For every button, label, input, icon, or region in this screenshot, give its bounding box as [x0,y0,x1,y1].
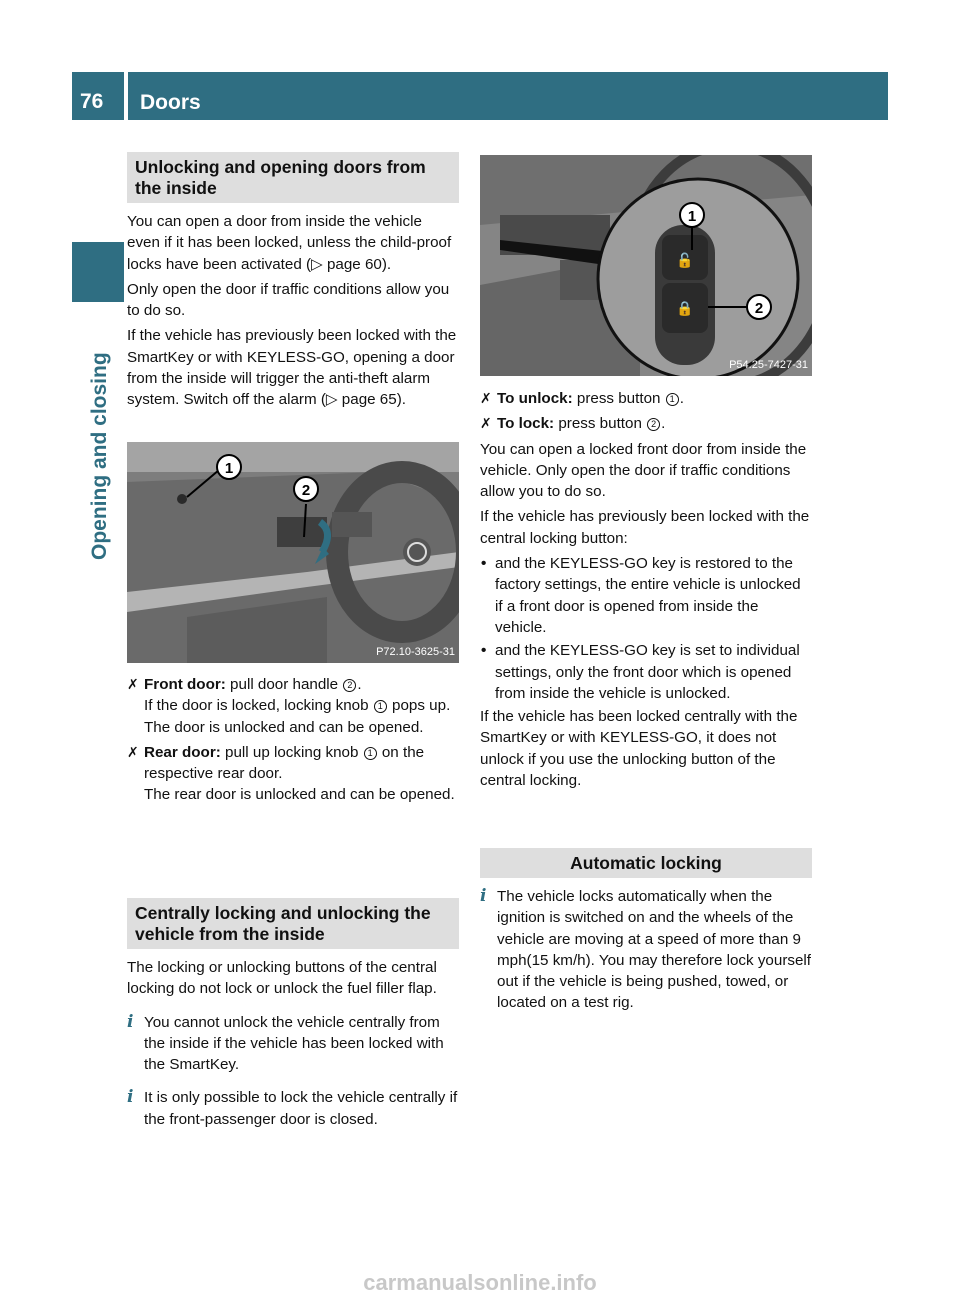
info-icon: i [127,1011,134,1032]
bullet-icon: • [481,642,487,660]
door-panel-photo [127,442,459,663]
chapter-tab-marker [72,242,124,302]
heading-central-locking: Centrally locking and unlocking the vehicle from the inside [127,898,459,949]
svg-text:🔒: 🔒 [676,301,694,317]
paragraph: You can open a door from inside the vehicle even if it has been locked, unless the child-proof locks have been activated (▷ page 60). [127,213,452,273]
info-icon: i [127,1087,134,1108]
left-column [127,152,459,415]
paragraph: If the vehicle has been locked centrally with the SmartKey or with KEYLESS-GO, it does not unlock if you use the unlocking button of the central locking. [480,708,798,790]
section-title: Doors [128,72,888,120]
info-note: i You cannot unlock the vehicle centrally from the inside if the vehicle has been locked with the SmartKey. [127,1011,444,1074]
lock-buttons-photo [480,155,812,376]
image-code: P72.10-3625-31 [376,646,455,658]
info-icon: i [480,886,487,906]
paragraph: Only open the door if traffic conditions allow you to do so. [127,280,450,320]
heading-automatic-locking: Automatic locking [480,848,812,878]
step-marker-icon: ✗ [127,743,139,760]
instruction-lock: ✗ To lock: press button 2 . [480,413,812,434]
heading-unlocking-from-inside: Unlocking and opening doors from the inside [127,152,459,203]
svg-text:🔓: 🔓 [676,253,694,269]
list-item: • and the KEYLESS-GO key is restored to the factory settings, the entire vehicle is unlocked if a front door is opened from inside the vehicle. [481,555,801,636]
paragraph: The locking or unlocking buttons of the central locking do not lock or unlock the fuel filler flap. [127,959,437,998]
callout-ref: 1 [364,747,377,760]
paragraph: If the vehicle has previously been locked with the SmartKey or with KEYLESS-GO, opening a door from the inside will trigger the anti-theft alarm system. Switch off the alarm (▷ page 65). [127,327,457,409]
paragraph: If the vehicle has previously been locked with the central locking button: [480,508,810,547]
paragraph: You can open a locked front door from inside the vehicle. Only open the door if traffic conditions allow you to do so. [480,440,807,501]
instruction-front-door: ✗ Front door: pull door handle 2 . If the door is locked, locking knob 1 pops up. The door is unlocked and can be opened. [127,676,451,736]
callout-ref: 2 [647,418,660,431]
callout-ref: 2 [343,679,356,692]
info-note: i The vehicle locks automatically when the ignition is switched on and the wheels of the vehicle are moving at a speed of more than 9 mph(15 km/h). You may therefore lock yourself out if the vehicle is being pushed, towed, or located on a test rig. [480,886,812,1012]
watermark: carmanualsonline.info [363,1270,597,1295]
right-column [480,388,812,795]
step-marker-icon: ✗ [480,390,492,406]
left-column-steps [127,674,459,810]
callout-ref: 1 [666,393,679,406]
left-column-central [127,898,459,1134]
right-column-auto-locking [480,848,812,1018]
page-number: 76 [72,72,124,120]
lock-buttons-illustration [480,155,812,376]
bullet-icon: • [481,555,487,573]
chapter-side-label [74,300,124,560]
instruction-unlock: ✗ To unlock: press button 1 . [480,388,812,409]
callout-2: 2 [301,482,311,499]
callout-1: 1 [224,460,234,477]
chapter-label-text: Opening and closing [88,352,111,560]
image-code: P54.25-7427-31 [729,359,808,371]
callout-1: 1 [687,208,697,225]
callout-2: 2 [754,300,764,317]
list-item: • and the KEYLESS-GO key is set to individual settings, only the front door which is opened from inside the vehicle is unlocked. [481,642,800,702]
info-note: i It is only possible to lock the vehicle centrally if the front-passenger door is closed. [127,1087,458,1128]
instruction-rear-door: ✗ Rear door: pull up locking knob 1 on the respective rear door. The rear door is unlocked and can be opened. [127,743,455,804]
step-marker-icon: ✗ [127,676,139,692]
door-panel-illustration [127,442,459,663]
callout-ref: 1 [374,700,387,713]
step-marker-icon: ✗ [480,415,492,432]
